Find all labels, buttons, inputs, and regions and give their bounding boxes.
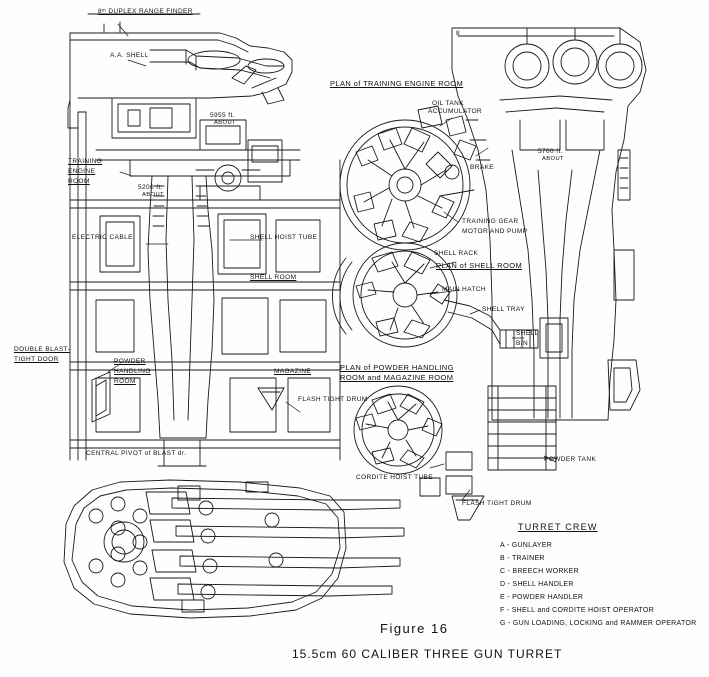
label-duplex-range-finder: 8ᵐ DUPLEX RANGE FINDER [98,8,193,15]
label-powder-tank: POWDER TANK [544,456,597,463]
label-training-engine-room-3: ROOM [68,178,90,185]
crew-item-b: B - TRAINER [500,555,545,562]
label-flash-tight-drum: FLASH TIGHT DRUM [298,396,368,403]
panel-title-training-engine-room: PLAN of TRAINING ENGINE ROOM [330,79,464,88]
label-elev-5955-sub: ABOUT [214,120,236,126]
label-shell-bin-2: BIN [516,340,529,347]
crew-item-f: F - SHELL and CORDITE HOIST OPERATOR [500,607,655,614]
label-central-pivot: CENTRAL PIVOT of BLAST dr. [86,450,187,457]
crew-item-e: E - POWDER HANDLER [500,594,584,601]
crew-item-a: A - GUNLAYER [500,542,553,549]
label-shell-bin-1: SHELL [516,330,539,337]
figure-number: Figure 16 [380,621,449,636]
crew-item-c: C - BREECH WORKER [500,568,579,575]
crew-item-g: G - GUN LOADING, LOCKING and RAMMER OPERATOR [500,620,697,627]
label-motor-and-pump: MOTOR AND PUMP [462,228,528,235]
label-magazine: MAGAZINE [274,368,312,375]
plan-turret-crew [64,480,404,618]
label-shell-tray: SHELL TRAY [482,306,525,313]
label-powder-handling-room-1: POWDER [114,358,146,365]
label-elev-5700-sub: ABOUT [542,156,564,162]
label-brake: BRAKE [470,164,495,171]
label-flash-tight-drum-2: FLASH TIGHT DRUM [462,500,532,507]
panel-title-powder-handling-2: ROOM and MAGAZINE ROOM [340,373,454,382]
label-oil-tank: OIL TANK [432,100,464,107]
label-shell-hoist-tube: SHELL HOIST TUBE [250,234,318,241]
crew-legend-title: TURRET CREW [518,522,598,532]
figure-caption: 15.5cm 60 CALIBER THREE GUN TURRET [292,647,563,661]
label-elev-5200-sub: ABOUT [142,192,164,198]
crew-item-d: D - SHELL HANDLER [500,581,574,588]
label-cordite-hoist-tube: CORDITE HOIST TUBE [356,474,434,481]
label-training-engine-room-1: TRAINING [68,158,103,165]
label-double-blast-tight-door-1: DOUBLE BLAST- [14,346,71,353]
label-electric-cable: ELECTRIC CABLE [72,234,133,241]
label-shell-room: SHELL ROOM [250,274,297,281]
label-shell-rack: SHELL RACK [434,250,479,257]
label-accumulator: ACCUMULATOR [428,108,482,115]
label-mark-8: 8 [456,30,461,37]
label-main-hatch: MAIN HATCH [442,286,486,293]
panel-title-powder-handling: PLAN of POWDER HANDLING [340,363,454,372]
panel-title-shell-room: PLAN of SHELL ROOM [436,261,523,270]
label-powder-handling-room-3: ROOM [114,378,136,385]
plan-training-engine-room [340,106,476,250]
label-elev-5955: 5955 ft. [210,112,235,119]
label-elev-5700: 5700 ft. [538,148,563,155]
label-double-blast-tight-door-2: TIGHT DOOR [14,356,59,363]
label-training-gear: TRAINING GEAR [462,218,519,225]
label-powder-handling-room-2: HANDLING [114,368,151,375]
label-aa-shell: A.A. SHELL [110,52,149,59]
label-elev-5200: 5200 ft. [138,184,163,191]
label-training-engine-room-2: ENGINE [68,168,96,175]
